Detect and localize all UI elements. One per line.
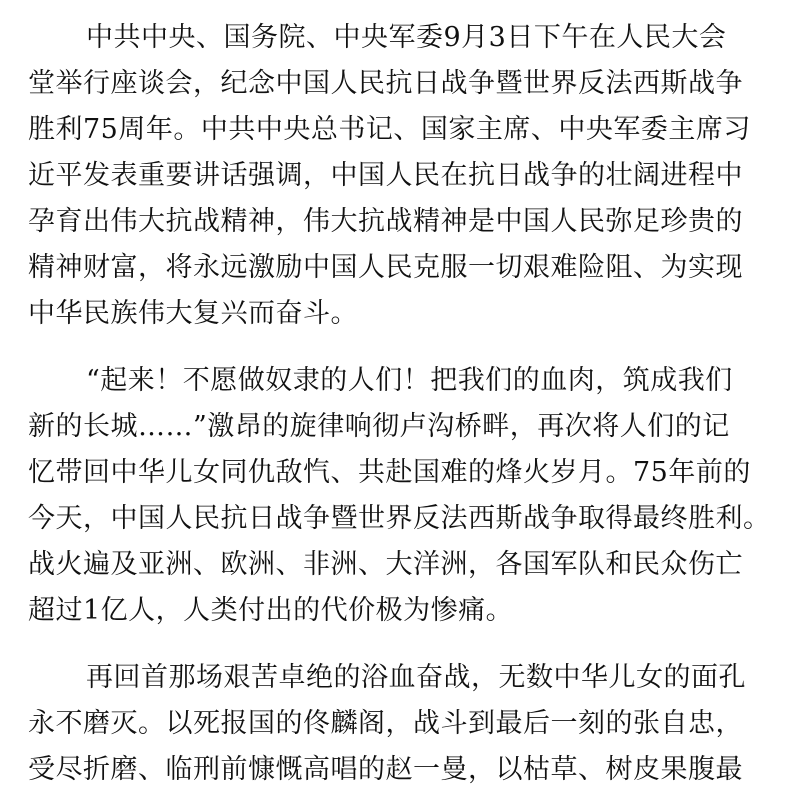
paragraph-1-line-7: 中华民族伟大复兴而奋斗。 (28, 298, 358, 329)
paragraph-2-line-5: 战火遍及亚洲、欧洲、非洲、大洋洲，各国军队和民众伤亡 (28, 549, 743, 580)
paragraph-2-line-4: 今天，中国人民抗日战争暨世界反法西斯战争取得最终胜利。 (28, 503, 771, 534)
paragraph-1-line-6: 精神财富，将永远激励中国人民克服一切艰难险阻、为实现 (28, 252, 743, 283)
paragraph-2-line-2: 新的长城……”激昂的旋律响彻卢沟桥畔，再次将人们的记 (28, 411, 730, 442)
paragraph-2-line-3: 忆带回中华儿女同仇敌忾、共赴国难的烽火岁月。75年前的 (28, 457, 751, 488)
paragraph-1-line-5: 孕育出伟大抗战精神，伟大抗战精神是中国人民弥足珍贵的 (28, 206, 743, 237)
paragraph-1-line-3: 胜利75周年。中共中央总书记、国家主席、中央军委主席习 (28, 114, 751, 145)
paragraph-3-line-3: 受尽折磨、临刑前慷慨高唱的赵一曼，以枯草、树皮果腹最 (28, 754, 743, 785)
paragraph-1-line-2: 堂举行座谈会，纪念中国人民抗日战争暨世界反法西斯战争 (28, 68, 743, 99)
paragraph-3-line-2: 永不磨灭。以死报国的佟麟阁，战斗到最后一刻的张自忠， (28, 708, 743, 739)
paragraph-3-line-1: 再回首那场艰苦卓绝的浴血奋战，无数中华儿女的面孔 (86, 662, 746, 693)
paragraph-2-line-6: 超过1亿人，人类付出的代价极为惨痛。 (28, 595, 514, 626)
paragraph-1-line-1: 中共中央、国务院、中央军委9月3日下午在人民大会 (86, 22, 727, 53)
paragraph-2-line-1: “起来！不愿做奴隶的人们！把我们的血肉，筑成我们 (86, 365, 733, 396)
paragraph-1-line-4: 近平发表重要讲话强调，中国人民在抗日战争的壮阔进程中 (28, 160, 743, 191)
